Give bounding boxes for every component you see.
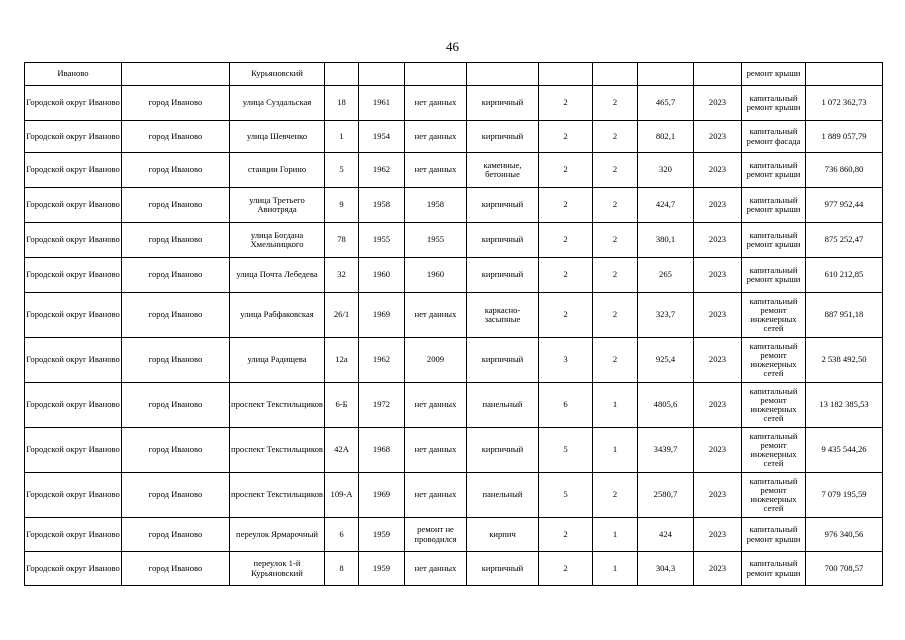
city-cell: город Иваново [122,518,230,552]
entrances-cell: 2 [593,258,638,293]
cost-cell: 976 340,56 [806,518,883,552]
floors-cell: 2 [539,223,593,258]
area-cell: 4805,6 [638,383,694,428]
plan-year-cell: 2023 [694,293,742,338]
area-cell: 320 [638,153,694,188]
plan-year-cell: 2023 [694,338,742,383]
wall-material-cell: кирпичный [467,121,539,153]
floors-cell [539,63,593,86]
floors-cell: 2 [539,121,593,153]
table-row [25,293,883,338]
last-repair-cell: нет данных [405,153,467,188]
wall-material-cell: панельный [467,473,539,518]
entrances-cell: 1 [593,518,638,552]
area-cell: 3439,7 [638,428,694,473]
district-cell: Городской округ Иваново [25,383,122,428]
district-cell: Иваново [25,63,122,86]
street-cell: улица Рабфаковская [230,293,325,338]
house-number-cell: 78 [325,223,359,258]
table-row [25,188,883,223]
house-number-cell: 1 [325,121,359,153]
floors-cell: 6 [539,383,593,428]
year-built-cell: 1961 [359,86,405,121]
city-cell: город Иваново [122,383,230,428]
district-cell: Городской округ Иваново [25,293,122,338]
cost-cell: 1 889 057,79 [806,121,883,153]
area-cell: 2580,7 [638,473,694,518]
district-cell: Городской округ Иваново [25,473,122,518]
house-number-cell: 32 [325,258,359,293]
table-row [25,258,883,293]
work-type-cell: капитальный ремонт инженерных сетей [742,383,806,428]
plan-year-cell: 2023 [694,518,742,552]
table-row [25,473,883,518]
repair-program-table [24,62,883,586]
work-type-cell: капитальный ремонт крыши [742,86,806,121]
house-number-cell: 42А [325,428,359,473]
entrances-cell: 1 [593,383,638,428]
plan-year-cell: 2023 [694,121,742,153]
plan-year-cell: 2023 [694,552,742,586]
entrances-cell: 1 [593,552,638,586]
street-cell: улица Почта Лебедева [230,258,325,293]
year-built-cell: 1969 [359,473,405,518]
wall-material-cell: каменные, бетонные [467,153,539,188]
street-cell: улица Шевченко [230,121,325,153]
city-cell: город Иваново [122,86,230,121]
street-cell: проспект Текстильщиков [230,473,325,518]
cost-cell: 875 252,47 [806,223,883,258]
cost-cell [806,63,883,86]
house-number-cell: 9 [325,188,359,223]
house-number-cell: 12а [325,338,359,383]
year-built-cell: 1958 [359,188,405,223]
work-type-cell: капитальный ремонт крыши [742,223,806,258]
area-cell: 380,1 [638,223,694,258]
cost-cell: 700 708,57 [806,552,883,586]
cost-cell: 9 435 544,26 [806,428,883,473]
house-number-cell: 6 [325,518,359,552]
district-cell: Городской округ Иваново [25,552,122,586]
year-built-cell: 1972 [359,383,405,428]
house-number-cell: 5 [325,153,359,188]
last-repair-cell: нет данных [405,552,467,586]
year-built-cell: 1960 [359,258,405,293]
year-built-cell: 1968 [359,428,405,473]
table-row [25,383,883,428]
work-type-cell: капитальный ремонт крыши [742,552,806,586]
floors-cell: 5 [539,428,593,473]
plan-year-cell: 2023 [694,153,742,188]
entrances-cell: 2 [593,293,638,338]
table-row [25,223,883,258]
plan-year-cell: 2023 [694,473,742,518]
floors-cell: 2 [539,153,593,188]
plan-year-cell [694,63,742,86]
city-cell: город Иваново [122,552,230,586]
work-type-cell: ремонт крыши [742,63,806,86]
city-cell: город Иваново [122,428,230,473]
table-row [25,153,883,188]
last-repair-cell: ремонт не проводился [405,518,467,552]
last-repair-cell: нет данных [405,428,467,473]
floors-cell: 2 [539,86,593,121]
street-cell: улица Радищева [230,338,325,383]
wall-material-cell: кирпичный [467,552,539,586]
city-cell: город Иваново [122,473,230,518]
work-type-cell: капитальный ремонт крыши [742,153,806,188]
street-cell: переулок 1-й Курьяновский [230,552,325,586]
cost-cell: 2 538 492,50 [806,338,883,383]
entrances-cell: 2 [593,338,638,383]
district-cell: Городской округ Иваново [25,338,122,383]
cost-cell: 7 079 195,59 [806,473,883,518]
last-repair-cell: нет данных [405,383,467,428]
year-built-cell: 1954 [359,121,405,153]
last-repair-cell: 1958 [405,188,467,223]
work-type-cell: капитальный ремонт крыши [742,188,806,223]
cost-cell: 1 072 362,73 [806,86,883,121]
floors-cell: 3 [539,338,593,383]
cost-cell: 977 952,44 [806,188,883,223]
work-type-cell: капитальный ремонт инженерных сетей [742,338,806,383]
plan-year-cell: 2023 [694,428,742,473]
city-cell: город Иваново [122,121,230,153]
table-row [25,63,883,86]
entrances-cell: 2 [593,153,638,188]
last-repair-cell: нет данных [405,473,467,518]
city-cell: город Иваново [122,258,230,293]
street-cell: улица Третьего Авиотряда [230,188,325,223]
wall-material-cell: каркасно-засыпные [467,293,539,338]
area-cell: 424 [638,518,694,552]
year-built-cell: 1962 [359,338,405,383]
wall-material-cell: кирпичный [467,428,539,473]
district-cell: Городской округ Иваново [25,153,122,188]
entrances-cell [593,63,638,86]
street-cell: улица Суздальская [230,86,325,121]
entrances-cell: 2 [593,121,638,153]
area-cell: 323,7 [638,293,694,338]
plan-year-cell: 2023 [694,223,742,258]
street-cell: проспект Текстильщиков [230,383,325,428]
year-built-cell: 1959 [359,552,405,586]
work-type-cell: капитальный ремонт инженерных сетей [742,473,806,518]
wall-material-cell: панельный [467,383,539,428]
city-cell: город Иваново [122,153,230,188]
district-cell: Городской округ Иваново [25,428,122,473]
cost-cell: 736 860,80 [806,153,883,188]
district-cell: Городской округ Иваново [25,223,122,258]
work-type-cell: капитальный ремонт крыши [742,258,806,293]
city-cell [122,63,230,86]
last-repair-cell: 2009 [405,338,467,383]
area-cell: 802,1 [638,121,694,153]
entrances-cell: 1 [593,428,638,473]
wall-material-cell: кирпич [467,518,539,552]
wall-material-cell [467,63,539,86]
last-repair-cell [405,63,467,86]
table-row [25,121,883,153]
city-cell: город Иваново [122,223,230,258]
district-cell: Городской округ Иваново [25,518,122,552]
plan-year-cell: 2023 [694,86,742,121]
house-number-cell: 26/1 [325,293,359,338]
year-built-cell: 1955 [359,223,405,258]
entrances-cell: 2 [593,223,638,258]
page-number: 46 [446,39,459,54]
street-cell: улица Богдана Хмельницкого [230,223,325,258]
year-built-cell: 1969 [359,293,405,338]
table-row [25,552,883,586]
year-built-cell: 1962 [359,153,405,188]
district-cell: Городской округ Иваново [25,258,122,293]
area-cell: 925,4 [638,338,694,383]
year-built-cell: 1959 [359,518,405,552]
plan-year-cell: 2023 [694,383,742,428]
last-repair-cell: нет данных [405,86,467,121]
table-row [25,518,883,552]
entrances-cell: 2 [593,86,638,121]
floors-cell: 2 [539,293,593,338]
table-row [25,428,883,473]
work-type-cell: капитальный ремонт фасада [742,121,806,153]
house-number-cell: 109-А [325,473,359,518]
district-cell: Городской округ Иваново [25,188,122,223]
city-cell: город Иваново [122,188,230,223]
last-repair-cell: нет данных [405,293,467,338]
plan-year-cell: 2023 [694,258,742,293]
house-number-cell: 8 [325,552,359,586]
last-repair-cell: 1960 [405,258,467,293]
district-cell: Городской округ Иваново [25,86,122,121]
house-number-cell: 18 [325,86,359,121]
street-cell: проспект Текстильщиков [230,428,325,473]
year-built-cell [359,63,405,86]
area-cell: 424,7 [638,188,694,223]
street-cell: переулок Ярмарочный [230,518,325,552]
floors-cell: 2 [539,188,593,223]
work-type-cell: капитальный ремонт инженерных сетей [742,428,806,473]
work-type-cell: капитальный ремонт инженерных сетей [742,293,806,338]
wall-material-cell: кирпичный [467,223,539,258]
wall-material-cell: кирпичный [467,338,539,383]
area-cell [638,63,694,86]
wall-material-cell: кирпичный [467,188,539,223]
entrances-cell: 2 [593,473,638,518]
area-cell: 465,7 [638,86,694,121]
cost-cell: 13 182 385,53 [806,383,883,428]
last-repair-cell: нет данных [405,121,467,153]
city-cell: город Иваново [122,338,230,383]
wall-material-cell: кирпичный [467,258,539,293]
wall-material-cell: кирпичный [467,86,539,121]
floors-cell: 5 [539,473,593,518]
table-row [25,86,883,121]
plan-year-cell: 2023 [694,188,742,223]
house-number-cell [325,63,359,86]
cost-cell: 887 951,18 [806,293,883,338]
street-cell: станции Горино [230,153,325,188]
house-number-cell: 6-Б [325,383,359,428]
work-type-cell: капитальный ремонт крыши [742,518,806,552]
city-cell: город Иваново [122,293,230,338]
entrances-cell: 2 [593,188,638,223]
cost-cell: 610 212,85 [806,258,883,293]
floors-cell: 2 [539,518,593,552]
district-cell: Городской округ Иваново [25,121,122,153]
area-cell: 304,3 [638,552,694,586]
table-row [25,338,883,383]
floors-cell: 2 [539,552,593,586]
street-cell: Курьяновский [230,63,325,86]
floors-cell: 2 [539,258,593,293]
last-repair-cell: 1955 [405,223,467,258]
area-cell: 265 [638,258,694,293]
